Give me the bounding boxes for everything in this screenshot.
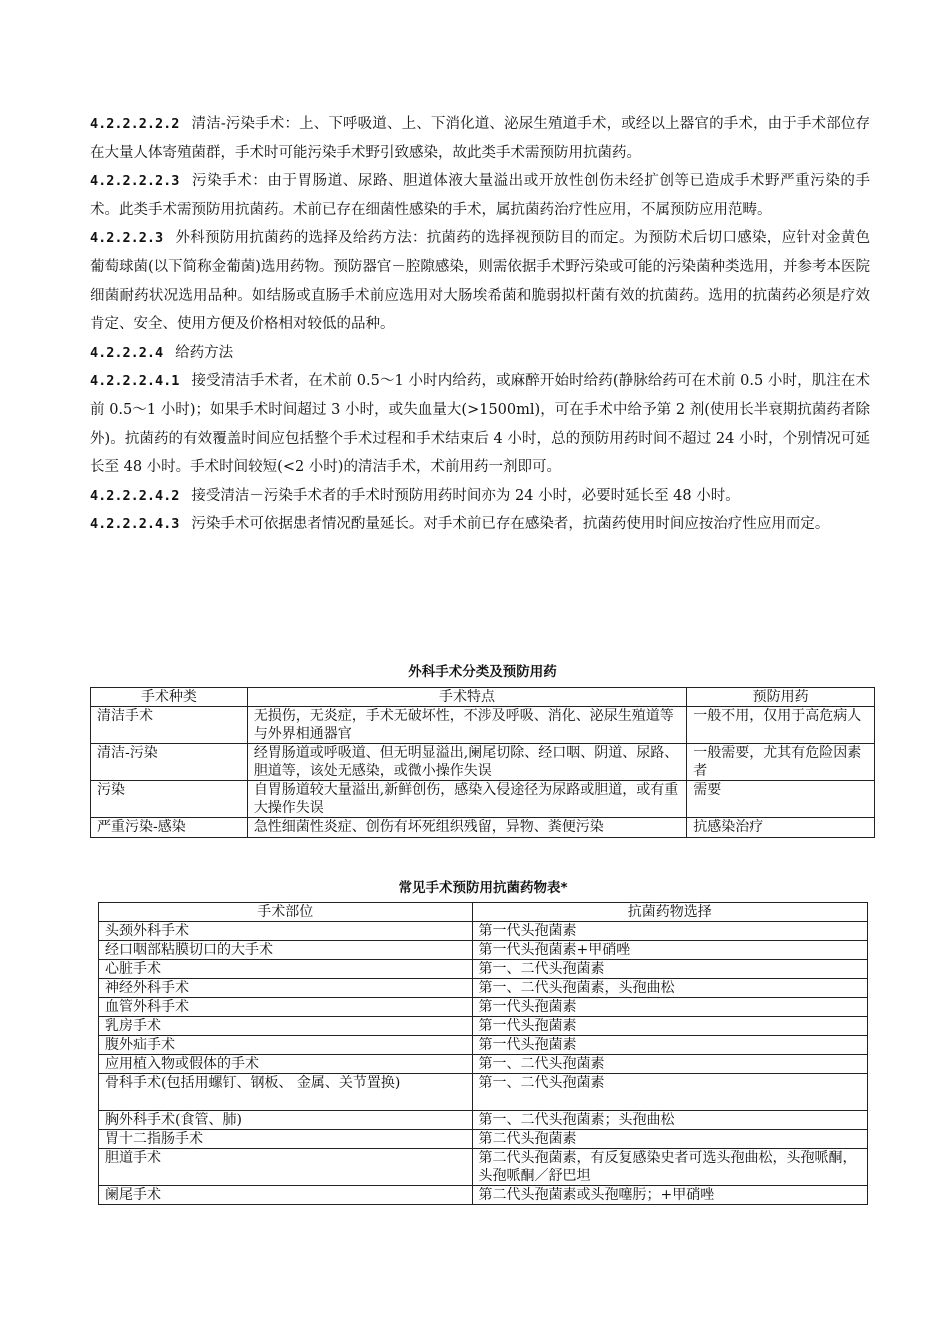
paragraph [90, 367, 870, 481]
table-cell: 第一、二代头孢菌素 [472, 1074, 867, 1111]
section-number: 4.2.2.2.4 [90, 344, 164, 361]
surgery-classification-table [90, 687, 875, 838]
table-cell: 乳房手术 [99, 1017, 473, 1036]
table-cell: 急性细菌性炎症、创伤有坏死组织残留，异物、粪便污染 [247, 818, 686, 838]
table-row [99, 922, 868, 941]
section-number: 4.2.2.2.2.3 [90, 173, 180, 190]
paragraph [90, 510, 870, 539]
table-row [91, 781, 875, 818]
table-cell: 胸外科手术(食管、肺) [99, 1111, 473, 1130]
table-cell: 经口咽部粘膜切口的大手术 [99, 941, 473, 960]
table1-title: 外科手术分类及预防用药 [408, 664, 557, 680]
table-cell: 经胃肠道或呼吸道、但无明显溢出,阑尾切除、经口咽、阴道、尿路、胆道等，该处无感染，或微小操作失误 [247, 744, 686, 781]
table-row [99, 979, 868, 998]
table-cell: 一般需要，尤其有危险因素者 [687, 744, 875, 781]
section-number: 4.2.2.2.2.2 [90, 116, 180, 132]
table-row [99, 998, 868, 1017]
table-row [99, 941, 868, 960]
table-row [99, 1130, 868, 1149]
table-row [99, 1074, 868, 1111]
table-cell: 无损伤，无炎症，手术无破坏性，不涉及呼吸、消化、泌尿生殖道等与外界相通器官 [247, 707, 686, 744]
paragraph-text: 外科预防用抗菌药的选择及给药方法：抗菌药的选择视预防目的而定。为预防术后切口感染，应针对金黄色葡萄球菌(以下简称金葡菌)选用药物。预防器官－腔隙感染，则需依据手术野污染或可能的污染菌种类选用，并参考本医院细菌耐药状况选用品种。如结肠或直肠手术前应选用对大肠埃希菌和脆弱拟杆菌有效的抗菌药。选用的抗菌药必须是疗效肯定、安全、使用方便及价格相对较低的品种。 [90, 230, 870, 333]
table-cell: 自胃肠道较大量溢出,新鲜创伤，感染入侵途径为尿路或胆道，或有重大操作失误 [247, 781, 686, 818]
table-cell: 血管外科手术 [99, 998, 473, 1017]
table-row [99, 1036, 868, 1055]
paragraph-text: 接受清洁手术者，在术前 0.5～1 小时内给药，或麻醉开始时给药(静脉给药可在术前 0.5 小时，肌注在术前 0.5～1 小时)；如果手术时间超过 3 小时，或失血量大(>1500ml)，可在手术中给予第 2 剂(使用长半衰期抗菌药者除外)。抗菌药的有效覆盖时间应包括整个手术过程和手术结束后 4 小时，总的预防用药时间不超过 24 小时，个别情况可延长至 48 小时。手术时间较短(<2 小时)的清洁手术，术前用药一剂即可。 [90, 373, 870, 476]
table-cell: 第一、二代头孢菌素 [472, 1055, 867, 1074]
table-cell: 第一代头孢菌素 [472, 1036, 867, 1055]
column-header: 手术种类 [91, 688, 248, 707]
section-number: 4.2.2.2.4.1 [90, 373, 180, 390]
table-cell: 应用植入物或假体的手术 [99, 1055, 473, 1074]
table-cell: 头颈外科手术 [99, 922, 473, 941]
table-cell: 需要 [687, 781, 875, 818]
table-cell: 第一代头孢菌素 [472, 922, 867, 941]
paragraph [90, 339, 870, 368]
table-cell: 第一代头孢菌素+甲硝唑 [472, 941, 867, 960]
table-cell: 腹外疝手术 [99, 1036, 473, 1055]
table-cell: 第二代头孢菌素，有反复感染史者可选头孢曲松，头孢哌酮，头孢哌酮／舒巴坦 [472, 1149, 867, 1186]
table-cell: 胆道手术 [99, 1149, 473, 1186]
section-number: 4.2.2.2.4.3 [90, 516, 180, 533]
table-cell: 污染 [91, 781, 248, 818]
document-body [90, 110, 870, 539]
table-row [91, 744, 875, 781]
table-header-row [91, 688, 875, 707]
table-cell: 抗感染治疗 [687, 818, 875, 838]
table-cell: 心脏手术 [99, 960, 473, 979]
table-row [91, 818, 875, 838]
antibiotic-choice-table [98, 902, 868, 1205]
table-cell: 神经外科手术 [99, 979, 473, 998]
table-cell: 一般不用，仅用于高危病人 [687, 707, 875, 744]
column-header: 抗菌药物选择 [472, 903, 867, 922]
paragraph [90, 224, 870, 338]
table-cell: 胃十二指肠手术 [99, 1130, 473, 1149]
table-cell: 第一、二代头孢菌素，头孢曲松 [472, 979, 867, 998]
table-row [99, 1055, 868, 1074]
table-row [99, 1111, 868, 1130]
table-cell: 第二代头孢菌素 [472, 1130, 867, 1149]
column-header: 手术部位 [99, 903, 473, 922]
table-header-row [99, 903, 868, 922]
table-row [91, 707, 875, 744]
paragraph-text: 污染手术可依据患者情况酌量延长。对手术前已存在感染者，抗菌药使用时间应按治疗性应用而定。 [191, 516, 830, 533]
paragraph-text: 给药方法 [175, 344, 234, 361]
section-number: 4.2.2.2.4.2 [90, 487, 180, 504]
table-row [99, 960, 868, 979]
table-row [99, 1149, 868, 1186]
paragraph-text: 污染手术：由于胃肠道、尿路、胆道体液大量溢出或开放性创伤未经扩创等已造成手术野严重污染的手术。此类手术需预防用抗菌药。术前已存在细菌性感染的手术，属抗菌药治疗性应用，不属预防应用范畴。 [90, 173, 870, 218]
table-cell: 严重污染-感染 [91, 818, 248, 838]
paragraph-text: 接受清洁－污染手术者的手术时预防用药时间亦为 24 小时，必要时延长至 48 小时。 [191, 487, 740, 504]
paragraph [90, 167, 870, 224]
column-header: 手术特点 [247, 688, 686, 707]
table2-title: 常见手术预防用抗菌药物表* [398, 880, 568, 896]
table-cell: 第一代头孢菌素 [472, 1017, 867, 1036]
table-cell: 清洁-污染 [91, 744, 248, 781]
table-cell: 骨科手术(包括用螺钉、钢板、 金属、关节置换) [99, 1074, 473, 1111]
paragraph [90, 110, 870, 167]
table-cell: 第二代头孢菌素或头孢噻肟；+甲硝唑 [472, 1186, 867, 1205]
section-number: 4.2.2.2.3 [90, 230, 164, 247]
table-row [99, 1017, 868, 1036]
table-cell: 清洁手术 [91, 707, 248, 744]
column-header: 预防用药 [687, 688, 875, 707]
table-cell: 第一、二代头孢菌素 [472, 960, 867, 979]
paragraph [90, 482, 870, 511]
table-cell: 第一代头孢菌素 [472, 998, 867, 1017]
table-cell: 第一、二代头孢菌素；头孢曲松 [472, 1111, 867, 1130]
table-cell: 阑尾手术 [99, 1186, 473, 1205]
table-row [99, 1186, 868, 1205]
paragraph-text: 清洁-污染手术：上、下呼吸道、上、下消化道、泌尿生殖道手术，或经以上器官的手术，由于手术部位存在大量人体寄殖菌群，手术时可能污染手术野引致感染，故此类手术需预防用抗菌药。 [90, 116, 870, 161]
